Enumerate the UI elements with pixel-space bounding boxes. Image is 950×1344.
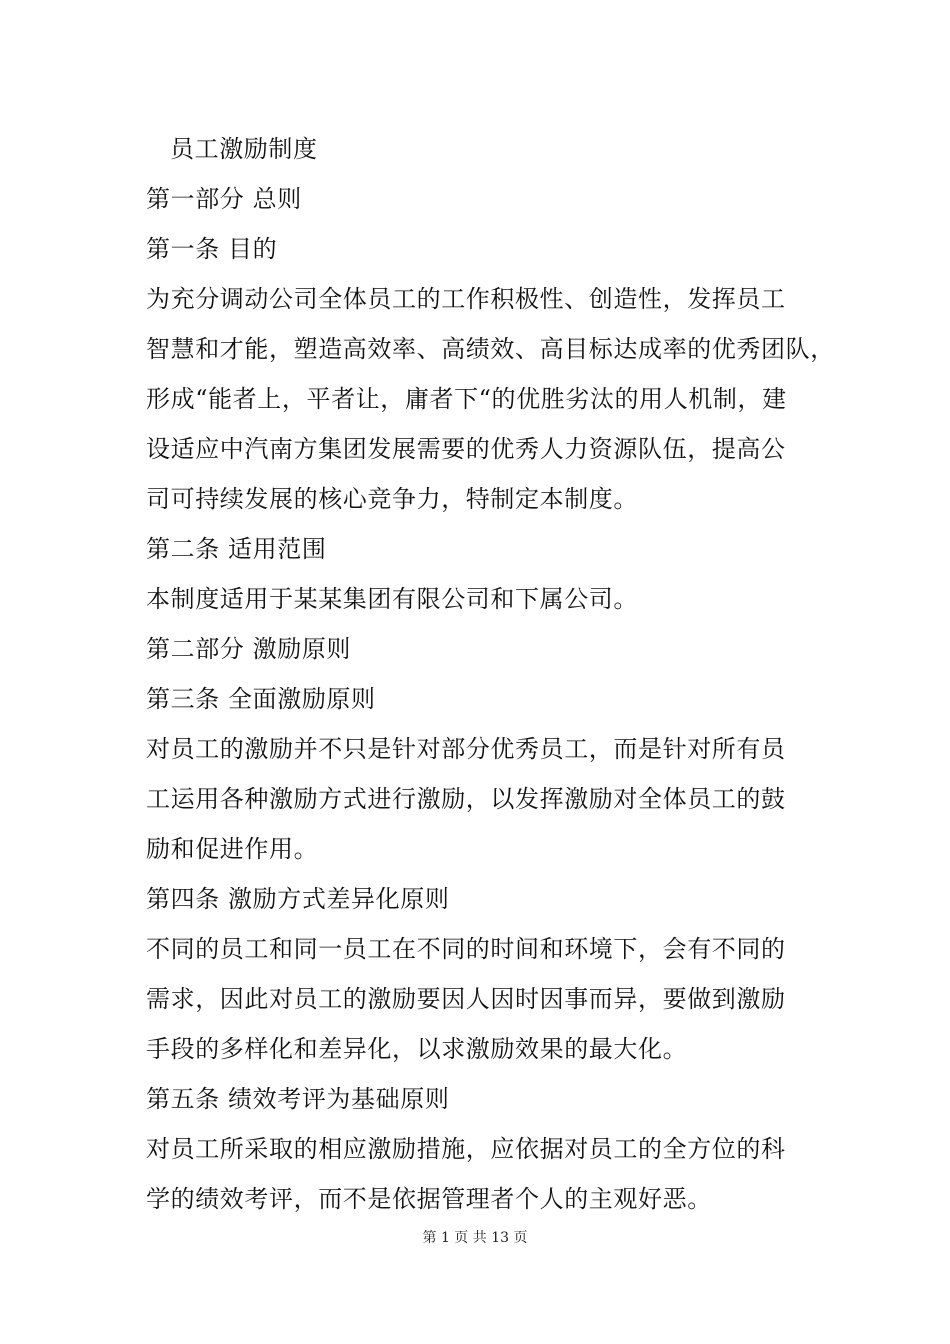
article4-heading: 第四条 激励方式差异化原则 [146, 885, 450, 913]
paragraph-line: 需求，因此对员工的激励要因人因时因事而异，要做到激励 [146, 985, 786, 1013]
article1-body [146, 274, 835, 524]
article1-heading: 第一条 目的 [146, 235, 278, 263]
article5-body [146, 1124, 816, 1224]
paragraph-line: 设适应中汽南方集团发展需要的优秀人力资源队伍，提高公 [146, 435, 786, 463]
article4-body [146, 924, 816, 1074]
document-title: 员工激励制度 [170, 135, 318, 163]
article2-heading: 第二条 适用范围 [146, 535, 327, 563]
paragraph-line: 学的绩效考评，而不是依据管理者个人的主观好恶。 [146, 1185, 712, 1213]
article5-heading: 第五条 绩效考评为基础原则 [146, 1085, 450, 1113]
article2-body: 本制度适用于某某集团有限公司和下属公司。 [146, 585, 638, 613]
document-body [146, 124, 835, 1224]
paragraph-line: 为充分调动公司全体员工的工作积极性、创造性，发挥员工 [146, 285, 786, 313]
article3-body [146, 724, 816, 874]
page-indicator: 第 1 页 共 13 页 [422, 1230, 528, 1246]
paragraph-line: 形成“能者上，平者让，庸者下“的优胜劣汰的用人机制，建 [146, 385, 787, 413]
paragraph-line: 不同的员工和同一员工在不同的时间和环境下，会有不同的 [146, 935, 786, 963]
paragraph-line: 司可持续发展的核心竞争力，特制定本制度。 [146, 485, 638, 513]
paragraph-line: 手段的多样化和差异化，以求激励效果的最大化。 [146, 1035, 688, 1063]
paragraph-line: 对员工所采取的相应激励措施，应依据对员工的全方位的科 [146, 1135, 786, 1163]
paragraph-line: 智慧和才能，塑造高效率、高绩效、高目标达成率的优秀团队， [146, 335, 835, 363]
paragraph-line: 对员工的激励并不只是针对部分优秀员工，而是针对所有员 [146, 735, 786, 763]
page-footer [0, 1228, 950, 1248]
part1-heading: 第一部分 总则 [146, 185, 302, 213]
part2-heading: 第二部分 激励原则 [146, 635, 352, 663]
article3-heading: 第三条 全面激励原则 [146, 685, 376, 713]
paragraph-line: 工运用各种激励方式进行激励，以发挥激励对全体员工的鼓 [146, 785, 786, 813]
paragraph-line: 励和促进作用。 [146, 835, 319, 863]
